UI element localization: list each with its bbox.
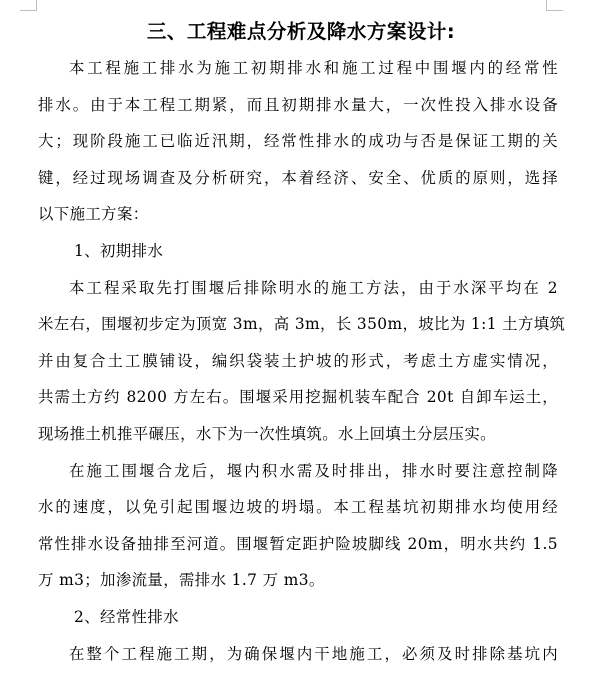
subsection-heading: 2、经常性排水 [74,607,179,626]
paragraph-line: 水的速度，以免引起围堰边坡的坍塌。本工程基坑初期排水均使用经 [38,498,558,517]
paragraph-line: 常性排水设备抽排至河道。围堰暂定距护险坡脚线 20m，明水共约 1.5 [38,534,558,553]
paragraph-line: 现场推土机推平碾压，水下为一次性填筑。水上回填土分层压实。 [38,424,496,443]
paragraph-line: 以下施工方案： [38,205,149,224]
paragraph-line: 本工程采取先打围堰后排除明水的施工方法，由于水深平均在 2 [69,278,558,297]
subsection-heading: 1、初期排水 [74,241,164,260]
paragraph-line: 共需土方约 8200 方左右。围堰采用挖掘机装车配合 20t 自卸车运土， [38,388,558,407]
section-heading: 三、工程难点分析及降水方案设计: [146,20,456,43]
paragraph-line: 并由复合土工膜铺设，编织袋装土护坡的形式，考虑土方虚实情况， [38,351,558,370]
paragraph-line: 本工程施工排水为施工初期排水和施工过程中围堰内的经常性 [69,59,558,77]
paragraph-line: 在施工围堰合龙后，堰内积水需及时排出，排水时要注意控制降 [69,461,558,480]
paragraph-line: 在整个工程施工期，为确保堰内干地施工，必须及时排除基坑内 [69,644,558,663]
paragraph-line: 米左右，围堰初步定为顶宽 3m，高 3m，长 350m，坡比为 1:1 土方填筑 [38,315,566,334]
page-corner-mark-right [546,0,563,11]
paragraph-line: 大；现阶段施工已临近汛期，经常性排水的成功与否是保证工期的关 [38,132,558,151]
page-corner-mark-left [20,0,37,11]
paragraph-line: 排水。由于本工程工期紧，而且初期排水量大，一次性投入排水设备 [38,95,558,114]
paragraph-line: 万 m3；加渗流量，需排水 1.7 万 m3。 [38,571,325,590]
document-body [38,50,566,672]
paragraph-line: 键，经过现场调查及分析研究，本着经济、安全、优质的原则，选择 [38,168,558,187]
